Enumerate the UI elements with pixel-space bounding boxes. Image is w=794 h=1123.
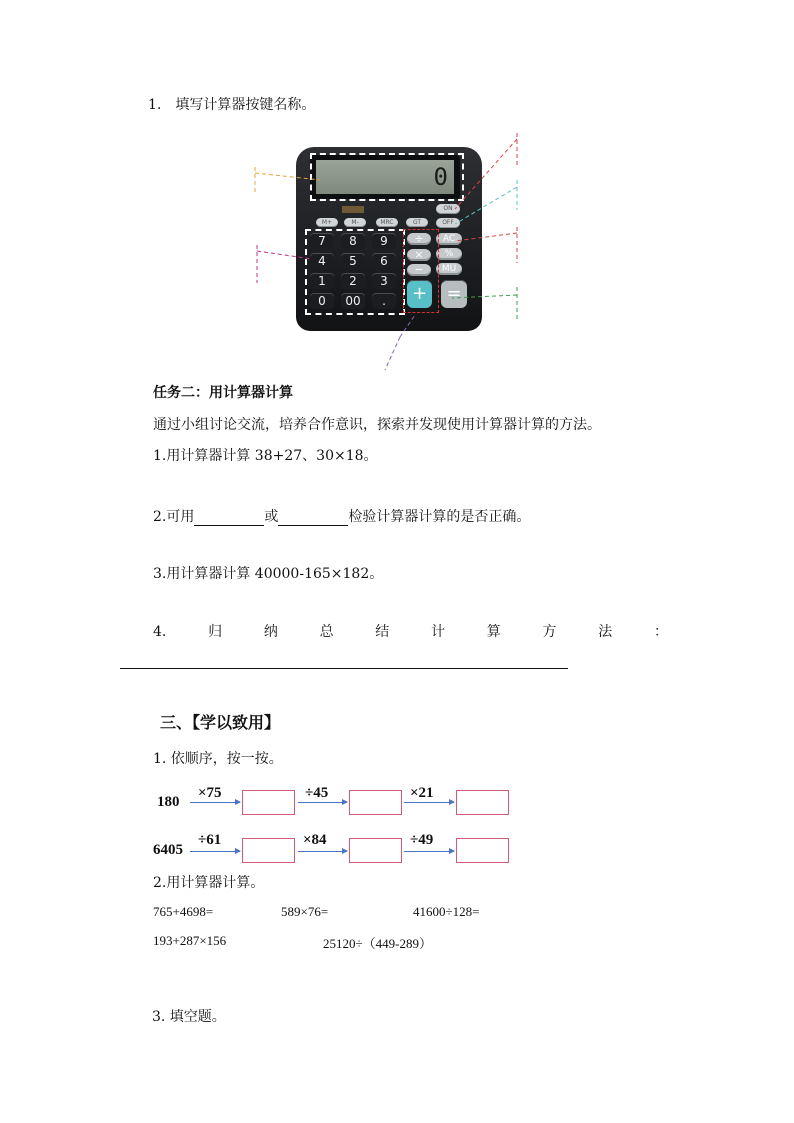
chain2-start: 6405 (153, 842, 183, 858)
callout-lines (240, 125, 540, 375)
item4-char: ： (653, 624, 668, 640)
chain1-box1[interactable] (242, 790, 295, 815)
chain2-arrow3 (404, 851, 454, 852)
chain1-arrow2 (298, 802, 347, 803)
key-3: 3 (372, 273, 396, 289)
equal-key: = (441, 280, 467, 308)
task2-heading: 任务二：用计算器计算 (153, 385, 293, 401)
plus-key: + (407, 280, 432, 308)
item2-suffix: 检验计算器计算的是否正确。 (348, 509, 531, 525)
key-7: 7 (310, 233, 334, 249)
section3-q3: 3. 填空题。 (152, 1009, 226, 1025)
section3-q1: 1. 依顺序，按一按。 (153, 751, 283, 767)
key-5: 5 (341, 253, 365, 269)
display-value: 0 (433, 163, 448, 191)
expression-1: 765+4698= (153, 904, 214, 919)
callout-off (455, 180, 517, 224)
item4-char: 方 (542, 624, 557, 640)
m-plus-key: M+ (316, 218, 338, 227)
key-decimal: . (372, 293, 396, 309)
chain2-box1[interactable] (242, 838, 295, 863)
key-1: 1 (310, 273, 334, 289)
section3-q2: 2.用计算器计算。 (153, 875, 265, 891)
chain2-box3[interactable] (456, 838, 509, 863)
on-key: ON (436, 204, 460, 214)
ac-key: AC (436, 233, 462, 245)
answer-blank-1[interactable] (194, 511, 264, 526)
item4-char: 结 (375, 624, 390, 640)
mrc-key: MRC (376, 218, 398, 227)
chain1-box2[interactable] (349, 790, 402, 815)
mu-key: MU (436, 263, 462, 275)
item4-char: 算 (486, 624, 501, 640)
key-4: 4 (310, 253, 334, 269)
chain1-arrow1 (190, 802, 240, 803)
callout-display (255, 167, 320, 195)
chain1-op2: ÷45 (305, 785, 329, 801)
callout-digits (257, 245, 312, 283)
callout-on (455, 133, 517, 209)
task2-item1: 1.用计算器计算 38+27、30×18。 (153, 448, 378, 464)
task2-item4 (153, 623, 668, 641)
answer-line[interactable] (120, 668, 568, 669)
section3-heading: 三、【学以致用】 (160, 713, 281, 732)
item2-mid: 或 (264, 509, 279, 525)
chain2-op1: ÷61 (198, 832, 222, 848)
expression-4: 193+287×156 (153, 933, 227, 948)
callout-ac (455, 227, 517, 263)
key-9: 9 (372, 233, 396, 249)
key-0: 0 (310, 293, 334, 309)
minus-key: − (407, 264, 431, 276)
chain2-arrow2 (298, 851, 347, 852)
chain2-op3: ÷49 (410, 832, 434, 848)
off-key: OFF (436, 218, 460, 228)
key-2: 2 (341, 273, 365, 289)
expression-5: 25120÷（449-289） (323, 936, 432, 951)
m-minus-key: M- (344, 218, 366, 227)
divide-key: ÷ (407, 233, 431, 245)
item4-char: 纳 (263, 624, 278, 640)
chain1-op3: ×21 (410, 785, 434, 801)
chain1-arrow3 (404, 802, 454, 803)
chain1-box3[interactable] (456, 790, 509, 815)
chain1-op1: ×75 (198, 785, 222, 801)
item4-char: 法 (598, 624, 613, 640)
item4-char: 4. (153, 624, 167, 640)
task2-item2 (153, 508, 530, 526)
callout-equal (452, 287, 517, 321)
chain2-op2: ×84 (303, 832, 327, 848)
multiply-key: × (407, 249, 431, 261)
key-6: 6 (372, 253, 396, 269)
key-8: 8 (341, 233, 365, 249)
task2-item3: 3.用计算器计算 40000-165×182。 (153, 566, 384, 582)
item4-char: 总 (319, 624, 334, 640)
percent-key: % (436, 248, 462, 260)
item4-char: 归 (208, 624, 223, 640)
item4-char: 计 (431, 624, 446, 640)
expression-2: 589×76= (281, 904, 329, 919)
q1-title: 1. 填写计算器按键名称。 (148, 97, 316, 113)
item2-prefix: 2.可用 (153, 509, 195, 525)
gt-key: GT (406, 218, 428, 227)
chain2-box2[interactable] (349, 838, 402, 863)
answer-blank-2[interactable] (278, 511, 348, 526)
task2-intro: 通过小组讨论交流，培养合作意识，探索并发现使用计算器计算的方法。 (153, 417, 601, 433)
expression-3: 41600÷128= (413, 904, 480, 919)
chain2-arrow1 (190, 851, 240, 852)
chain1-start: 180 (157, 794, 180, 810)
callout-operators (385, 315, 415, 370)
key-00: 00 (341, 293, 365, 309)
